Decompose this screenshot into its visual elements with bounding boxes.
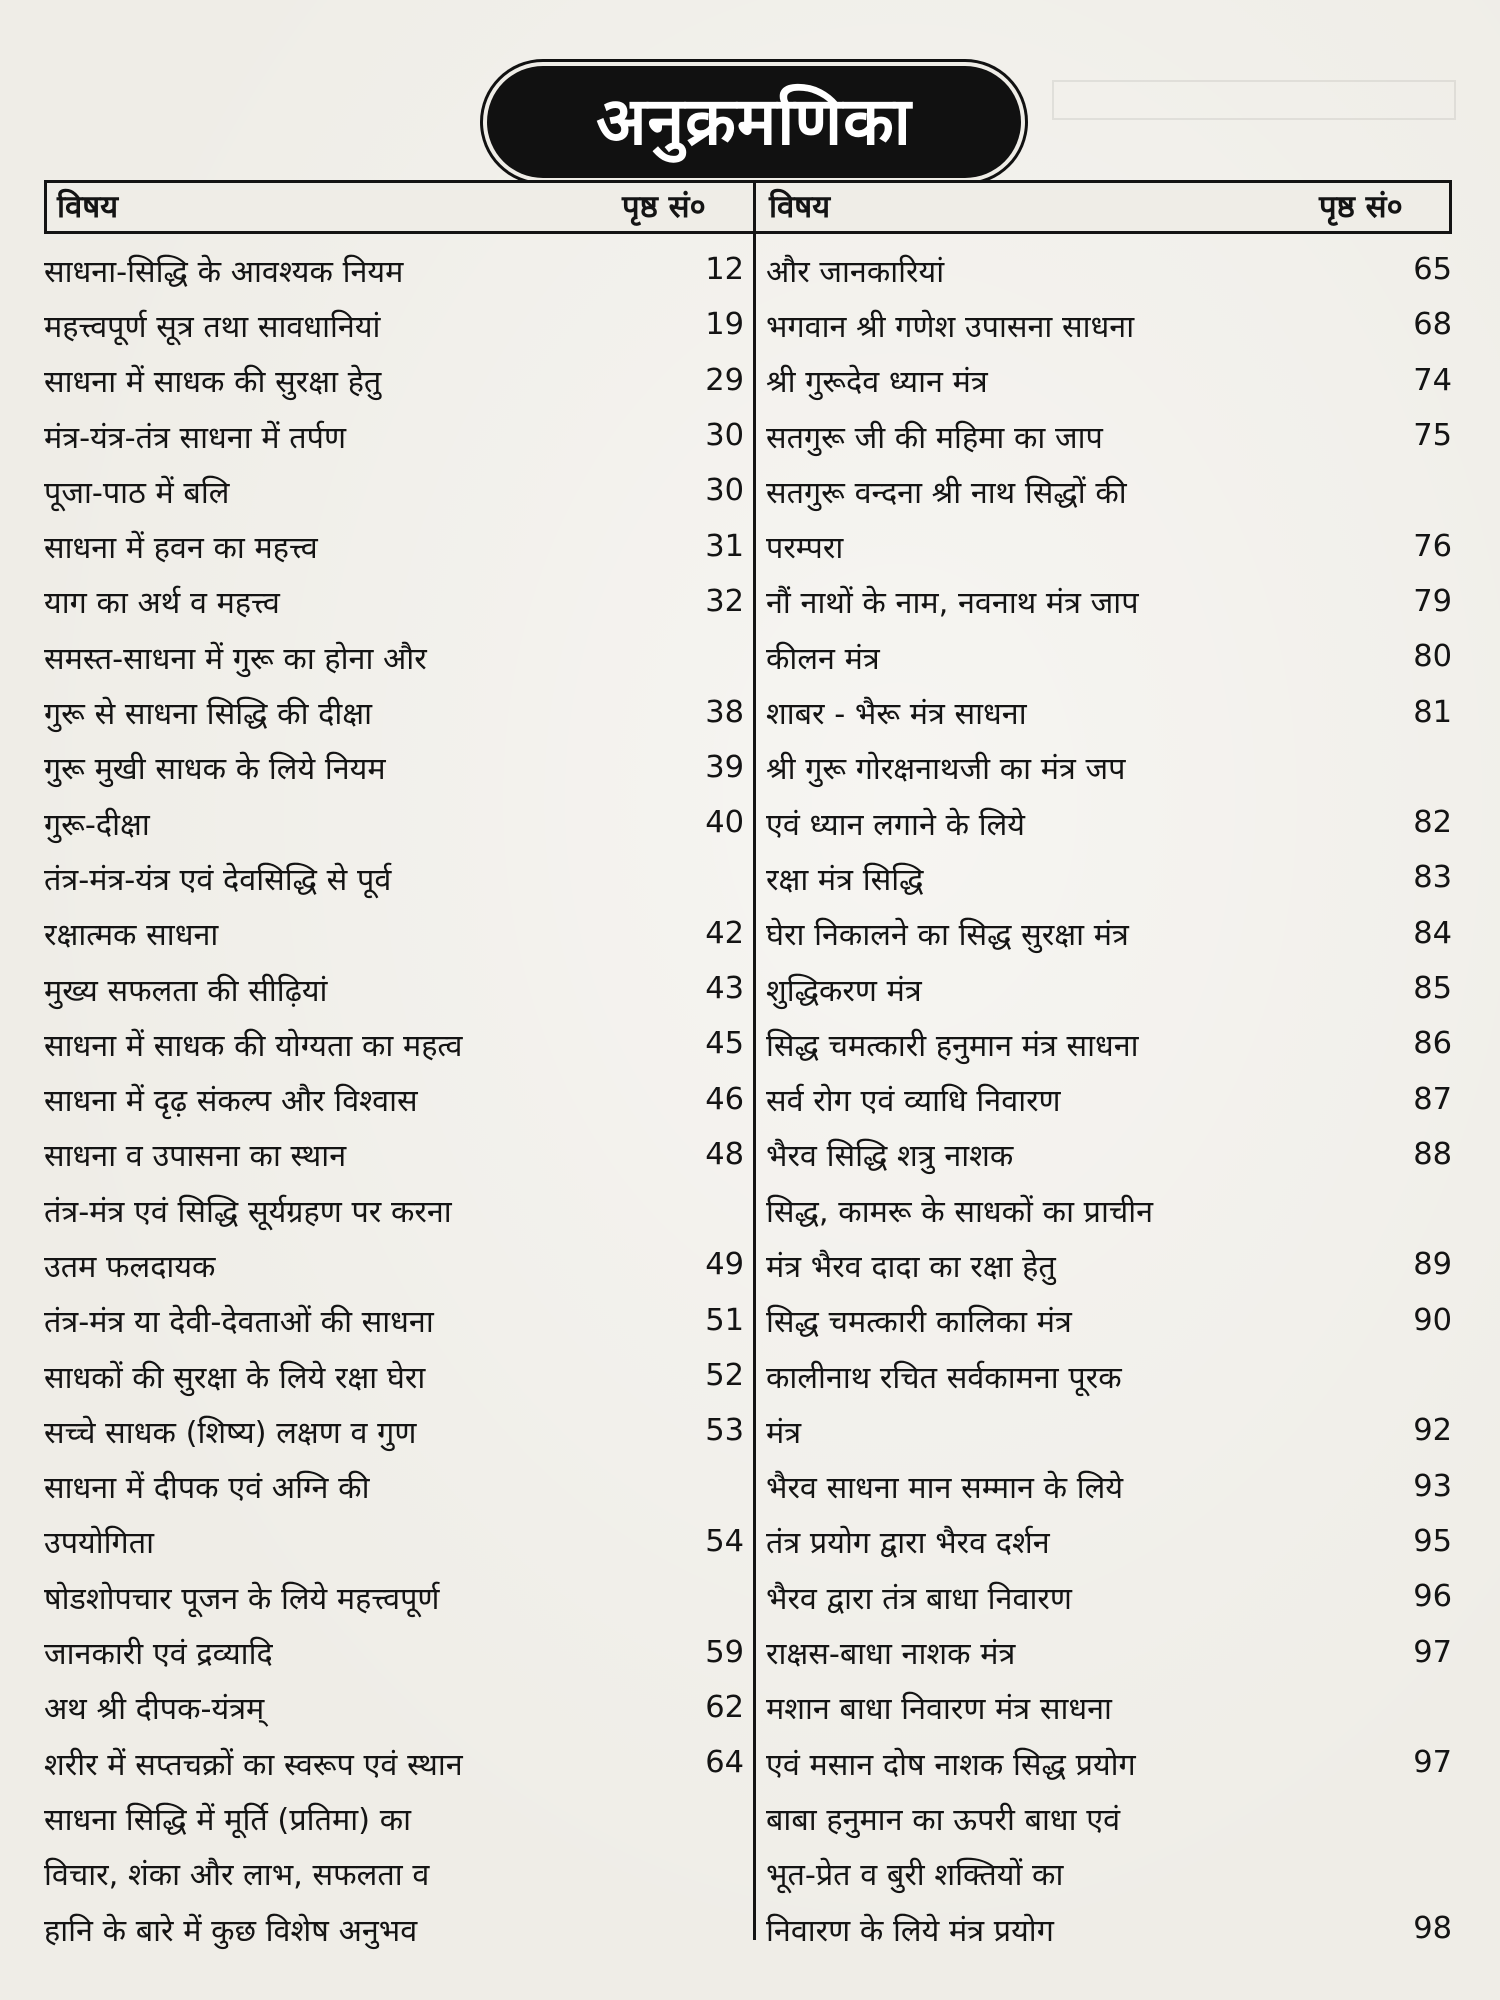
toc-entry bbox=[766, 850, 1452, 905]
entry-page-number: 43 bbox=[705, 971, 744, 1006]
right-subject-header: विषय bbox=[769, 189, 831, 225]
entry-title: श्री गुरूदेव ध्यान मंत्र bbox=[766, 365, 988, 401]
toc-entry bbox=[44, 1514, 744, 1569]
entry-page-number: 75 bbox=[1413, 418, 1452, 454]
entry-title: सच्चे साधक (शिष्य) लक्षण व गुण bbox=[44, 1415, 417, 1451]
toc-entry bbox=[44, 1901, 744, 1956]
entry-title: जानकारी एवं द्रव्यादि bbox=[44, 1637, 273, 1673]
entry-page-number: 30 bbox=[705, 418, 744, 454]
left-column bbox=[44, 242, 744, 1956]
toc-entry bbox=[766, 1071, 1452, 1126]
toc-entry bbox=[766, 242, 1452, 297]
toc-entry bbox=[44, 297, 744, 352]
table-of-contents bbox=[44, 180, 1456, 1949]
entry-page-number: 64 bbox=[705, 1745, 744, 1781]
toc-entry bbox=[766, 1735, 1452, 1790]
entry-page-number: 65 bbox=[1413, 252, 1452, 288]
toc-entry bbox=[766, 1348, 1452, 1403]
entry-page-number: 83 bbox=[1413, 860, 1452, 896]
entry-title: साधना सिद्धि में मूर्ति (प्रतिमा) का bbox=[44, 1802, 412, 1838]
entry-page-number: 31 bbox=[705, 528, 744, 564]
entry-title: शाबर - भैरू मंत्र साधना bbox=[766, 697, 1027, 733]
entry-title: हानि के बारे में कुछ विशेष अनुभव bbox=[44, 1913, 418, 1949]
entry-title: भगवान श्री गणेश उपासना साधना bbox=[766, 309, 1135, 345]
toc-entry bbox=[766, 1459, 1452, 1514]
toc-entry bbox=[44, 684, 744, 739]
toc-entry bbox=[44, 408, 744, 463]
toc-entry bbox=[44, 850, 744, 905]
toc-entry bbox=[766, 740, 1452, 795]
toc-entry bbox=[766, 1624, 1452, 1679]
entry-title: राक्षस-बाधा नाशक मंत्र bbox=[766, 1637, 1016, 1673]
toc-entry bbox=[766, 1514, 1452, 1569]
entry-title: रक्षा मंत्र सिद्धि bbox=[766, 862, 924, 898]
entry-page-number: 82 bbox=[1413, 805, 1452, 841]
entry-page-number: 98 bbox=[1413, 1911, 1452, 1947]
toc-entry bbox=[766, 463, 1452, 518]
entry-title: समस्त-साधना में गुरू का होना और bbox=[44, 641, 427, 677]
title-banner bbox=[487, 66, 1021, 178]
entry-title: तंत्र-मंत्र या देवी-देवताओं की साधना bbox=[44, 1305, 434, 1341]
entry-title: सिद्ध चमत्कारी हनुमान मंत्र साधना bbox=[766, 1028, 1139, 1064]
toc-entry bbox=[44, 906, 744, 961]
entry-page-number: 32 bbox=[705, 583, 744, 619]
entry-title: नौं नाथों के नाम, नवनाथ मंत्र जाप bbox=[766, 586, 1139, 622]
entry-title: भूत-प्रेत व बुरी शक्तियों का bbox=[766, 1858, 1064, 1894]
toc-entry bbox=[766, 353, 1452, 408]
entry-page-number: 49 bbox=[705, 1247, 744, 1283]
entry-title: तंत्र प्रयोग द्वारा भैरव दर्शन bbox=[766, 1526, 1050, 1562]
entry-title: विचार, शंका और लाभ, सफलता व bbox=[44, 1858, 430, 1894]
entry-title: महत्त्वपूर्ण सूत्र तथा सावधानियां bbox=[44, 309, 381, 345]
entry-page-number: 51 bbox=[705, 1302, 744, 1338]
entry-title: याग का अर्थ व महत्त्व bbox=[44, 586, 280, 622]
toc-entry bbox=[44, 961, 744, 1016]
toc-entry bbox=[766, 297, 1452, 352]
entry-title: घेरा निकालने का सिद्ध सुरक्षा मंत्र bbox=[766, 918, 1129, 954]
entry-page-number: 62 bbox=[705, 1689, 744, 1725]
entry-title: साधकों की सुरक्षा के लिये रक्षा घेरा bbox=[44, 1360, 426, 1396]
entry-title: गुरू से साधना सिद्धि की दीक्षा bbox=[44, 697, 373, 733]
entry-title: तंत्र-मंत्र एवं सिद्धि सूर्यग्रहण पर करना bbox=[44, 1194, 452, 1230]
entry-page-number: 84 bbox=[1413, 915, 1452, 951]
entry-title: साधना में साधक की योग्यता का महत्व bbox=[44, 1028, 463, 1064]
entry-page-number: 81 bbox=[1413, 694, 1452, 730]
entry-page-number: 54 bbox=[705, 1523, 744, 1559]
entry-title: मुख्य सफलता की सीढ़ियां bbox=[44, 973, 328, 1009]
entry-title: मंत्र-यंत्र-तंत्र साधना में तर्पण bbox=[44, 420, 347, 456]
entry-title: साधना व उपासना का स्थान bbox=[44, 1139, 347, 1175]
entry-page-number: 74 bbox=[1413, 362, 1452, 398]
entry-title: शरीर में सप्तचक्रों का स्वरूप एवं स्थान bbox=[44, 1747, 463, 1783]
toc-entry bbox=[44, 1680, 744, 1735]
entry-page-number: 88 bbox=[1413, 1136, 1452, 1172]
toc-entry bbox=[44, 1459, 744, 1514]
toc-entry bbox=[766, 1403, 1452, 1458]
toc-header bbox=[44, 180, 1452, 234]
toc-entry bbox=[44, 353, 744, 408]
entry-title: सतगुरू जी की महिमा का जाप bbox=[766, 420, 1103, 456]
entry-title: साधना-सिद्धि के आवश्यक नियम bbox=[44, 254, 404, 290]
entry-page-number: 59 bbox=[705, 1634, 744, 1670]
left-page-header: पृष्ठ सं० bbox=[622, 189, 706, 225]
entry-title: भैरव सिद्धि शत्रु नाशक bbox=[766, 1139, 1014, 1175]
toc-entry bbox=[766, 1182, 1452, 1237]
page-title: अनुक्रमणिका bbox=[596, 83, 912, 160]
entry-title: एवं मसान दोष नाशक सिद्ध प्रयोग bbox=[766, 1747, 1136, 1783]
toc-entry bbox=[44, 1237, 744, 1292]
entry-page-number: 87 bbox=[1413, 1081, 1452, 1117]
entry-title: एवं ध्यान लगाने के लिये bbox=[766, 807, 1025, 843]
toc-entry bbox=[766, 961, 1452, 1016]
toc-entry bbox=[766, 629, 1452, 684]
toc-entry bbox=[766, 574, 1452, 629]
entry-page-number: 52 bbox=[705, 1358, 744, 1394]
entry-title: शुद्धिकरण मंत्र bbox=[766, 973, 922, 1009]
bleed-through-box bbox=[1052, 80, 1456, 120]
entry-title: तंत्र-मंत्र-यंत्र एवं देवसिद्धि से पूर्व bbox=[44, 862, 392, 898]
entry-title: बाबा हनुमान का ऊपरी बाधा एवं bbox=[766, 1802, 1121, 1838]
toc-entry bbox=[766, 1846, 1452, 1901]
entry-page-number: 93 bbox=[1413, 1468, 1452, 1504]
entry-title: साधना में दीपक एवं अग्नि की bbox=[44, 1471, 370, 1507]
entry-page-number: 97 bbox=[1413, 1745, 1452, 1781]
toc-entry bbox=[766, 518, 1452, 573]
toc-entry bbox=[766, 1237, 1452, 1292]
toc-entry bbox=[766, 1680, 1452, 1735]
right-page-header: पृष्ठ सं० bbox=[1319, 189, 1403, 225]
entry-title: मंत्र भैरव दादा का रक्षा हेतु bbox=[766, 1249, 1056, 1285]
toc-entry bbox=[44, 574, 744, 629]
entry-title: कालीनाथ रचित सर्वकामना पूरक bbox=[766, 1360, 1122, 1396]
toc-entry bbox=[44, 1127, 744, 1182]
entry-title: और जानकारियां bbox=[766, 254, 945, 290]
entry-title: साधना में दृढ़ संकल्प और विश्वास bbox=[44, 1084, 418, 1120]
entry-page-number: 97 bbox=[1413, 1634, 1452, 1670]
toc-entry bbox=[44, 1071, 744, 1126]
toc-entry bbox=[44, 463, 744, 518]
entry-page-number: 86 bbox=[1413, 1026, 1452, 1062]
entry-page-number: 85 bbox=[1413, 971, 1452, 1006]
entry-title: मशान बाधा निवारण मंत्र साधना bbox=[766, 1692, 1112, 1728]
right-column bbox=[766, 242, 1452, 1956]
entry-title: निवारण के लिये मंत्र प्रयोग bbox=[766, 1913, 1054, 1949]
entry-title: गुरू-दीक्षा bbox=[44, 807, 150, 843]
entry-page-number: 68 bbox=[1413, 307, 1452, 343]
entry-page-number: 46 bbox=[705, 1081, 744, 1117]
toc-entry bbox=[44, 1293, 744, 1348]
entry-title: सर्व रोग एवं व्याधि निवारण bbox=[766, 1084, 1061, 1120]
entry-title: मंत्र bbox=[766, 1415, 802, 1451]
entry-title: षोडशोपचार पूजन के लिये महत्त्वपूर्ण bbox=[44, 1581, 440, 1617]
entry-page-number: 30 bbox=[705, 473, 744, 509]
toc-entry bbox=[766, 795, 1452, 850]
entry-title: साधना में साधक की सुरक्षा हेतु bbox=[44, 365, 382, 401]
entry-title: सिद्ध चमत्कारी कालिका मंत्र bbox=[766, 1305, 1072, 1341]
toc-entry bbox=[44, 1348, 744, 1403]
entry-page-number: 80 bbox=[1413, 639, 1452, 675]
entry-page-number: 12 bbox=[705, 252, 744, 288]
entry-title: सिद्ध, कामरू के साधकों का प्राचीन bbox=[766, 1194, 1154, 1230]
entry-title: पूजा-पाठ में बलि bbox=[44, 475, 230, 511]
entry-title: श्री गुरू गोरक्षनाथजी का मंत्र जप bbox=[766, 752, 1126, 788]
entry-title: सतगुरू वन्दना श्री नाथ सिद्धों की bbox=[766, 475, 1127, 511]
column-divider bbox=[753, 180, 756, 1940]
toc-entry bbox=[766, 684, 1452, 739]
entry-page-number: 79 bbox=[1413, 583, 1452, 619]
entry-page-number: 96 bbox=[1413, 1579, 1452, 1615]
entry-title: अथ श्री दीपक-यंत्रम् bbox=[44, 1692, 265, 1728]
entry-title: भैरव साधना मान सम्मान के लिये bbox=[766, 1471, 1124, 1507]
toc-entry bbox=[44, 629, 744, 684]
entry-page-number: 89 bbox=[1413, 1247, 1452, 1283]
toc-entry bbox=[766, 1293, 1452, 1348]
entry-title: साधना में हवन का महत्त्व bbox=[44, 531, 318, 567]
toc-entry bbox=[44, 1735, 744, 1790]
toc-entry bbox=[44, 1846, 744, 1901]
entry-page-number: 39 bbox=[705, 749, 744, 785]
toc-entry bbox=[44, 740, 744, 795]
entry-page-number: 92 bbox=[1413, 1413, 1452, 1449]
entry-page-number: 19 bbox=[705, 307, 744, 343]
toc-entry bbox=[766, 1127, 1452, 1182]
entry-page-number: 53 bbox=[705, 1413, 744, 1449]
toc-entry bbox=[766, 1790, 1452, 1845]
toc-entry bbox=[44, 795, 744, 850]
entry-page-number: 45 bbox=[705, 1026, 744, 1062]
toc-entry bbox=[766, 906, 1452, 961]
toc-entry bbox=[44, 1403, 744, 1458]
entry-title: कीलन मंत्र bbox=[766, 641, 880, 677]
entry-title: भैरव द्वारा तंत्र बाधा निवारण bbox=[766, 1581, 1072, 1617]
entry-title: उपयोगिता bbox=[44, 1526, 154, 1562]
toc-entry bbox=[766, 1016, 1452, 1071]
entry-page-number: 76 bbox=[1413, 528, 1452, 564]
entry-page-number: 38 bbox=[705, 694, 744, 730]
entry-title: उतम फलदायक bbox=[44, 1249, 216, 1285]
toc-entry bbox=[44, 1624, 744, 1679]
toc-entry bbox=[44, 1569, 744, 1624]
entry-title: गुरू मुखी साधक के लिये नियम bbox=[44, 752, 386, 788]
entry-page-number: 95 bbox=[1413, 1523, 1452, 1559]
toc-entry bbox=[44, 242, 744, 297]
toc-entry bbox=[766, 1901, 1452, 1956]
entry-page-number: 48 bbox=[705, 1136, 744, 1172]
left-subject-header: विषय bbox=[57, 189, 119, 225]
toc-entry bbox=[44, 518, 744, 573]
entry-title: रक्षात्मक साधना bbox=[44, 918, 219, 954]
toc-entry bbox=[44, 1016, 744, 1071]
toc-entry bbox=[766, 408, 1452, 463]
entry-page-number: 90 bbox=[1413, 1302, 1452, 1338]
entry-page-number: 40 bbox=[705, 805, 744, 841]
entry-title: परम्परा bbox=[766, 531, 844, 567]
toc-entry bbox=[44, 1182, 744, 1237]
entry-page-number: 29 bbox=[705, 362, 744, 398]
toc-entry bbox=[766, 1569, 1452, 1624]
toc-entry bbox=[44, 1790, 744, 1845]
entry-page-number: 42 bbox=[705, 915, 744, 951]
